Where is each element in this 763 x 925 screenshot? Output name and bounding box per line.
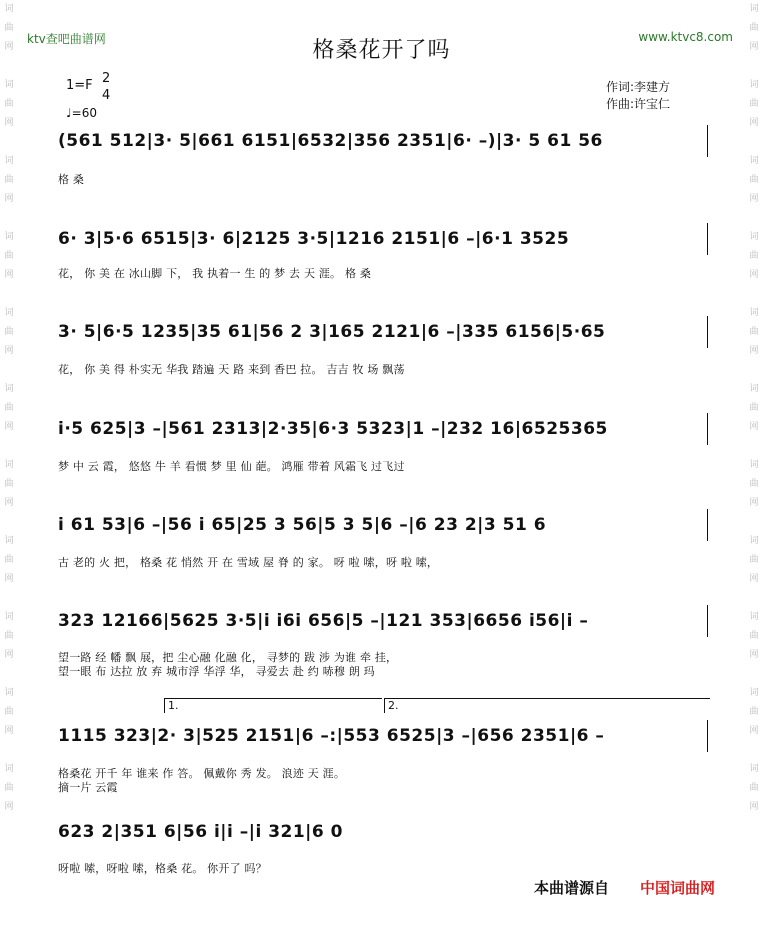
lyrics-line: 花， 你 美 得 朴实无 华我 踏遍 天 路 来到 香巴 拉。 吉吉 牧 场 飘荡 — [58, 363, 405, 376]
lyrics-line: 花， 你 美 在 冰山脚 下， 我 执着一 生 的 梦 去 天 涯。 格 桑 — [58, 267, 372, 280]
volta-first-ending: 1. — [164, 698, 382, 713]
score-row-7 — [58, 726, 708, 794]
barline-end — [707, 125, 708, 157]
lyrics-line: 望一路 经 幡 飘 展，把 尘心融 化融 化， 寻梦的 跋 涉 为谁 牵 挂， — [58, 651, 398, 664]
notation-line: 323 12166|5625 3·5|i i6i 656|5 –|121 353|6656 i56|i – — [58, 611, 589, 631]
lyrics-line: 呀啦 嗦，呀啦 嗦，格桑 花。 你开了 吗？ — [58, 862, 267, 875]
watermark-right: 词 曲 网 词 曲 网 词 曲 网 词 曲 网 词 曲 网 词 曲 网 词 曲 网 词 曲 网 词 曲 网 词 曲 网 词 曲 网 — [749, 4, 759, 812]
notation-line: (561 512|3· 5|661 6151|6532|356 2351|6· –)|3· 5 61 56 — [58, 131, 603, 151]
composer: 作曲:许宝仁 — [606, 97, 671, 111]
tempo-value: =60 — [71, 106, 97, 120]
source-brand: 中国词曲网 — [640, 879, 716, 897]
lyricist: 作词:李建方 — [606, 80, 671, 94]
time-signature — [102, 70, 110, 104]
lyrics-line: 格桑花 开千 年 谁来 作 答。 佩戴你 秀 发。 浪迹 天 涯。 — [58, 767, 346, 780]
barline-end — [707, 605, 708, 637]
notation-line: 623 2|351 6|56 i|i –|i 321|6 0 — [58, 822, 343, 842]
barline-end — [707, 413, 708, 445]
score-row-3 — [58, 322, 708, 382]
lyrics-line-second-verse: 摘一片 云霞 — [58, 781, 118, 794]
key-signature: 1=F — [66, 78, 93, 93]
score-row-6 — [58, 611, 708, 678]
score-row-8 — [58, 822, 708, 882]
notation-line: 6· 3|5·6 6515|3· 6|2125 3·5|1216 2151|6 –|6·1 3525 — [58, 229, 570, 249]
meter-bottom: 4 — [102, 88, 111, 103]
score-row-5 — [58, 515, 708, 575]
source-note: 本曲谱源自 — [534, 879, 610, 897]
tempo-mark — [66, 106, 97, 120]
barline-end — [707, 223, 708, 255]
lyrics-line: 梦 中 云 霞， 悠悠 牛 羊 看惯 梦 里 仙 葩。 鸿雁 带着 风霜飞 过飞过 — [58, 460, 405, 473]
lyrics-line: 古 老的 火 把， 格桑 花 悄然 开 在 雪域 屋 脊 的 家。 呀 啦 嗦，呀 啦 嗦， — [58, 556, 439, 569]
notation-line: 1115 323|2· 3|525 2151|6 –:|553 6525|3 –|656 2351|6 – — [58, 726, 605, 746]
site-url-right: www.ktvc8.com — [638, 30, 733, 44]
meter-top: 2 — [102, 71, 111, 86]
score-row-4 — [58, 419, 708, 479]
volta-second-ending: 2. — [384, 698, 710, 713]
notation-line: i·5 625|3 –|561 2313|2·35|6·3 5323|1 –|232 16|6525365 — [58, 419, 608, 439]
score-row-1 — [58, 131, 708, 191]
barline-end — [707, 720, 708, 752]
barline-end — [707, 316, 708, 348]
lyrics-line-second-verse: 望一眼 布 达拉 放 弃 城市浮 华浮 华， 寻爱去 赴 约 哧穆 朗 玛 — [58, 665, 375, 678]
quarter-note-icon: ♩ — [66, 106, 72, 120]
watermark-left: 词 曲 网 词 曲 网 词 曲 网 词 曲 网 词 曲 网 词 曲 网 词 曲 网 词 曲 网 词 曲 网 词 曲 网 词 曲 网 — [4, 4, 14, 812]
song-title: 格桑花开了吗 — [312, 38, 451, 63]
site-name-left: ktv查吧曲谱网 — [27, 32, 106, 46]
lyrics-line: 格 桑 — [58, 173, 85, 186]
barline-end — [707, 509, 708, 541]
score-row-2 — [58, 229, 708, 289]
notation-line: 3· 5|6·5 1235|35 61|56 2 3|165 2121|6 –|335 6156|5·65 — [58, 322, 606, 342]
notation-line: i 61 53|6 –|56 i 65|25 3 56|5 3 5|6 –|6 23 2|3 51 6 — [58, 515, 547, 535]
